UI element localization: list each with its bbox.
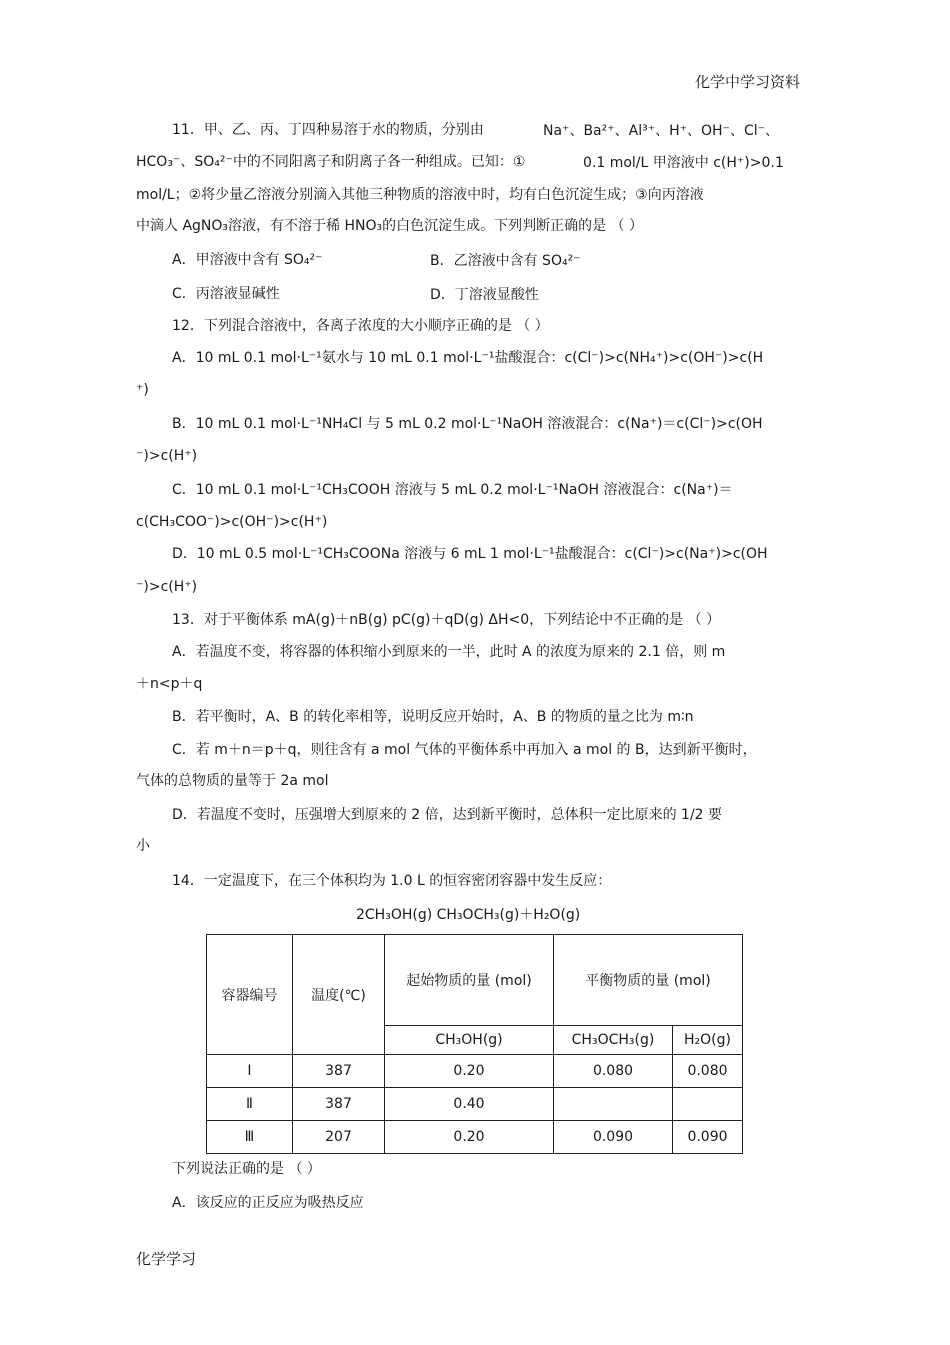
table-cell: 0.20	[385, 1121, 554, 1154]
q13-option-c-line2: 气体的总物质的量等于 2a mol	[136, 773, 329, 789]
q12-option-a-line1: A．10 mL 0.1 mol·L⁻¹氨水与 10 mL 0.1 mol·L⁻¹盐酸混合：c(Cl⁻)>c(NH₄⁺)>c(OH⁻)>c(H	[172, 350, 764, 366]
table-header-start-amount: 起始物质的量 (mol)	[385, 935, 554, 1026]
table-cell: 207	[293, 1121, 385, 1154]
table-header-container: 容器编号	[207, 935, 293, 1055]
q13-option-b: B．若平衡时，A、B 的转化率相等，说明反应开始时，A、B 的物质的量之比为 m∶n	[172, 709, 694, 725]
footer-text: 化学学习	[136, 1250, 197, 1268]
q12-option-c-line1: C．10 mL 0.1 mol·L⁻¹CH₃COOH 溶液与 5 mL 0.2 mol·L⁻¹NaOH 溶液混合：c(Na⁺)＝	[172, 482, 733, 498]
table-header-temperature: 温度(℃)	[293, 935, 385, 1055]
q11-option-a: A．甲溶液中含有 SO₄²⁻	[172, 252, 323, 268]
q12-option-b-line2: ⁻)>c(H⁺)	[136, 448, 198, 464]
q12-option-c-line2: c(CH₃COO⁻)>c(OH⁻)>c(H⁺)	[136, 514, 328, 530]
q12-option-d-line2: ⁻)>c(H⁺)	[136, 579, 198, 595]
q11-option-d: D．丁溶液显酸性	[430, 287, 539, 303]
q14-after-table: 下列说法正确的是 （ ）	[172, 1161, 321, 1177]
table-cell: 0.090	[554, 1121, 673, 1154]
q11-option-c: C．丙溶液显碱性	[172, 286, 280, 302]
table-subheader-ch3oh: CH₃OH(g)	[385, 1026, 554, 1055]
header-title: 化学中学习资料	[694, 73, 800, 91]
q13-option-a-line1: A．若温度不变，将容器的体积缩小到原来的一半，此时 A 的浓度为原来的 2.1 倍，则 m	[172, 644, 726, 660]
q13-option-a-line2: ＋n<p＋q	[136, 676, 203, 692]
q11-option-b: B．乙溶液中含有 SO₄²⁻	[430, 253, 581, 269]
q13-option-c-line1: C．若 m＋n＝p＋q，则往含有 a mol 气体的平衡体系中再加入 a mol 的 B，达到新平衡时，	[172, 742, 757, 758]
table-cell	[673, 1088, 743, 1121]
table-cell: 0.080	[673, 1055, 743, 1088]
table-cell	[554, 1088, 673, 1121]
table-cell: Ⅰ	[207, 1055, 293, 1088]
q13-stem: 13．对于平衡体系 mA(g)＋nB(g) pC(g)＋qD(g) ΔH<0，下列结论中不正确的是 （ ）	[172, 612, 721, 628]
q13-option-d-line1: D．若温度不变时，压强增大到原来的 2 倍，达到新平衡时，总体积一定比原来的 1/2 要	[172, 807, 723, 823]
table-row	[207, 1055, 743, 1088]
q12-option-b-line1: B．10 mL 0.1 mol·L⁻¹NH₄Cl 与 5 mL 0.2 mol·L⁻¹NaOH 溶液混合：c(Na⁺)＝c(Cl⁻)>c(OH	[172, 416, 763, 432]
table-cell: Ⅱ	[207, 1088, 293, 1121]
q12-stem: 12．下列混合溶液中，各离子浓度的大小顺序正确的是 （ ）	[172, 318, 549, 334]
q11-ions: Na⁺、Ba²⁺、Al³⁺、H⁺、OH⁻、Cl⁻、	[543, 123, 780, 139]
table-cell: 0.080	[554, 1055, 673, 1088]
q12-option-a-line2: ⁺)	[136, 382, 149, 398]
q14-option-a: A．该反应的正反应为吸热反应	[172, 1195, 364, 1211]
q11-line3: mol/L；②将少量乙溶液分别滴入其他三种物质的溶液中时，均有白色沉淀生成；③向丙溶液	[136, 187, 704, 203]
table-cell: Ⅲ	[207, 1121, 293, 1154]
q11-line1: 11．甲、乙、丙、丁四种易溶于水的物质，分别由	[172, 122, 484, 138]
table-subheader-ch3och3: CH₃OCH₃(g)	[554, 1026, 673, 1055]
q14-equation: 2CH₃OH(g) CH₃OCH₃(g)＋H₂O(g)	[356, 907, 581, 923]
table-cell: 387	[293, 1088, 385, 1121]
table-cell: 387	[293, 1055, 385, 1088]
table-cell: 0.40	[385, 1088, 554, 1121]
q11-line4: 中滴人 AgNO₃溶液，有不溶于稀 HNO₃的白色沉淀生成。下列判断正确的是 （ ）	[136, 218, 643, 234]
table-subheader-h2o: H₂O(g)	[673, 1026, 743, 1055]
table-cell: 0.20	[385, 1055, 554, 1088]
table-row	[207, 1121, 743, 1154]
q13-option-d-line2: 小	[136, 838, 150, 854]
table-row	[207, 1088, 743, 1121]
q12-option-d-line1: D．10 mL 0.5 mol·L⁻¹CH₃COONa 溶液与 6 mL 1 mol·L⁻¹盐酸混合：c(Cl⁻)>c(Na⁺)>c(OH	[172, 546, 768, 562]
table-cell: 0.090	[673, 1121, 743, 1154]
table-header-equilibrium-amount: 平衡物质的量 (mol)	[554, 935, 743, 1026]
q11-line2: HCO₃⁻、SO₄²⁻中的不同阳离子和阴离子各一种组成。已知：①	[136, 154, 526, 170]
data-table	[206, 934, 743, 1154]
q14-stem: 14．一定温度下，在三个体积均为 1.0 L 的恒容密闭容器中发生反应：	[172, 873, 612, 889]
q11-line2b: 0.1 mol/L 甲溶液中 c(H⁺)>0.1	[583, 155, 784, 171]
